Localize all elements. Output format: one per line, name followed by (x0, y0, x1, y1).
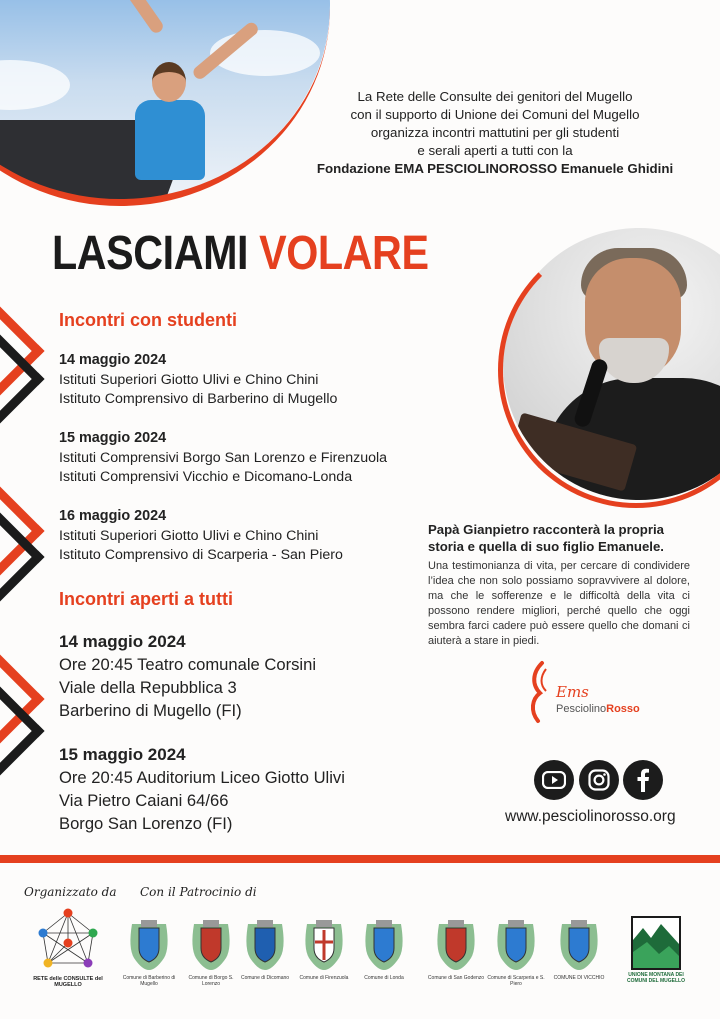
event-line: Istituti Superiori Giotto Ulivi e Chino Chini (59, 527, 319, 544)
foundation-name: Fondazione EMA PESCIOLINOROSSO Emanuele Ghidini (316, 161, 674, 176)
event-line: Borgo San Lorenzo (FI) (59, 814, 233, 833)
student-event (59, 507, 343, 566)
crest-caption: Comune di San Godenzo (427, 975, 485, 981)
municipal-crest (301, 918, 347, 972)
crest-caption: Comune di Dicomano (240, 975, 290, 981)
event-date: 15 maggio 2024 (59, 430, 167, 446)
quote-heading (428, 521, 690, 555)
crest-caption: COMUNE DI VICCHIO (553, 975, 605, 981)
quote-line: Papà Gianpietro racconterà la propria (428, 522, 664, 537)
title-part-2: VOLARE (259, 227, 429, 280)
event-line: Istituto Comprensivo di Scarperia - San Piero (59, 547, 343, 563)
patronage-label: Con il Patrocinio di (140, 885, 257, 899)
public-event (59, 743, 345, 835)
event-line: Istituto Comprensivo di Barberino di Mugello (59, 391, 338, 407)
event-line: Via Pietro Caiani 64/66 (59, 791, 229, 810)
event-date: 14 maggio 2024 (59, 632, 186, 651)
crest-caption: Comune di Firenzuola (299, 975, 349, 981)
fish-mark-icon (528, 659, 552, 725)
photo-frame-ring (0, 0, 330, 206)
quote-line: storia e quella di suo figlio Emanuele. (428, 539, 664, 554)
website-link[interactable]: www.pesciolinorosso.org (505, 808, 676, 825)
intro-line: con il supporto di Unione dei Comuni del Mugello (350, 107, 640, 122)
crest-caption: Comune di Londa (364, 975, 404, 981)
ems-script: Ems (556, 683, 589, 701)
unione-montana-logo (631, 916, 681, 970)
public-heading: Incontri aperti a tutti (59, 589, 234, 609)
event-date: 15 maggio 2024 (59, 745, 186, 764)
municipal-crest (126, 918, 172, 972)
public-event (59, 630, 316, 722)
page-title (52, 226, 429, 281)
event-line: Ore 20:45 Auditorium Liceo Giotto Ulivi (59, 768, 345, 787)
crest-caption: Comune di Borgo S. Lorenzo (188, 975, 234, 987)
student-event (59, 429, 387, 488)
network-logo (33, 908, 103, 978)
intro-line: e serali aperti a tutti con la (417, 143, 573, 158)
event-line: Istituti Comprensivi Borgo San Lorenzo e Firenzuola (59, 449, 388, 466)
municipal-crest (493, 918, 539, 972)
youtube-icon[interactable] (534, 760, 574, 800)
facebook-icon[interactable] (623, 760, 663, 800)
organized-label: Organizzato da (24, 885, 117, 899)
title-part-1: LASCIAMI (52, 227, 249, 280)
logo-name: PesciolinoRosso (556, 703, 640, 715)
event-date: 14 maggio 2024 (59, 352, 167, 368)
students-heading: Incontri con studenti (59, 310, 237, 330)
municipal-crest (188, 918, 234, 972)
crest-caption: Comune di Scarperia e S. Piero (487, 975, 545, 987)
intro-text (290, 88, 700, 178)
municipal-crest (433, 918, 479, 972)
municipal-crest (242, 918, 288, 972)
event-line: Istituti Comprensivi Vicchio e Dicomano-Londa (59, 469, 353, 485)
intro-line: organizza incontri mattutini per gli studenti (370, 125, 620, 140)
quote-body: Una testimonianza di vita, per cercare di condividere l’idea che non solo possiamo sopravvivere al dolore, ma che le sofferenze e le difficoltà della vita ci possono rendere migliori, perché quello che oggi sembra farci cadere può essere quello che domani ci aiuterà a stare in piedi. (428, 560, 690, 647)
event-line: Ore 20:45 Teatro comunale Corsini (59, 655, 317, 674)
student-event (59, 351, 337, 410)
event-line: Viale della Repubblica 3 (59, 678, 237, 697)
pesciolinorosso-logo (528, 659, 658, 729)
footer-divider (0, 855, 720, 863)
speaker-photo-ring (498, 232, 720, 508)
crest-caption: Comune di Barberino di Mugello (122, 975, 176, 987)
municipal-crest (361, 918, 407, 972)
municipal-crest (556, 918, 602, 972)
instagram-icon[interactable] (579, 760, 619, 800)
unione-caption: UNIONE MONTANA DEI COMUNI DEL MUGELLO (627, 972, 685, 984)
network-caption: RETE delle CONSULTE del MUGELLO (33, 976, 103, 988)
event-date: 16 maggio 2024 (59, 508, 167, 524)
event-line: Barberino di Mugello (FI) (59, 701, 242, 720)
event-line: Istituti Superiori Giotto Ulivi e Chino Chini (59, 371, 319, 388)
intro-line: La Rete delle Consulte dei genitori del Mugello (357, 89, 633, 104)
